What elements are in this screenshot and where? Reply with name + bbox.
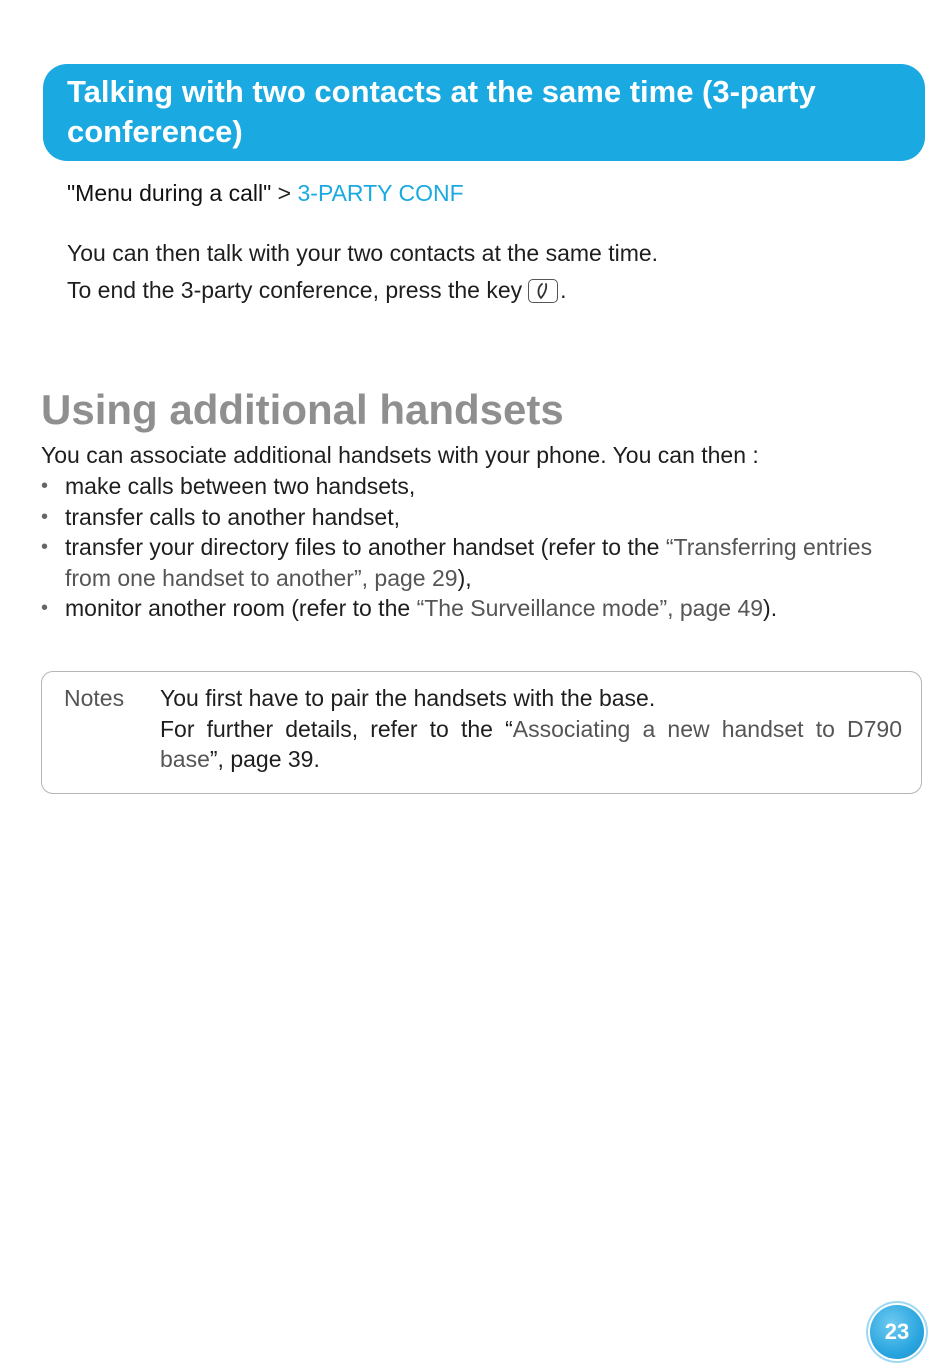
section-title: Using additional handsets xyxy=(41,386,564,433)
surveillance-mode-link[interactable]: “The Surveillance mode”, page 49 xyxy=(416,595,764,621)
list-item-text: transfer your directory files to another handset (refer to the xyxy=(65,534,666,560)
associating-handset-link[interactable]: Associating a new handset to D790 base xyxy=(160,715,902,772)
list-item-text: transfer calls to another handset, xyxy=(65,503,400,530)
notes-label: Notes xyxy=(64,685,125,711)
notes-line-1: You first have to pair the handsets with the base. xyxy=(160,685,656,711)
list-item-text-end: ), xyxy=(457,564,472,591)
list-item xyxy=(41,471,921,502)
list-item xyxy=(41,502,921,533)
menu-path-separator: > xyxy=(271,180,298,206)
list-item-text-end: ). xyxy=(763,595,778,621)
bullet-icon: • xyxy=(41,475,49,497)
list-item-text: monitor another room (refer to the xyxy=(65,595,417,621)
notes-line-2-after: ”, page 39. xyxy=(209,746,320,772)
bullet-icon: • xyxy=(41,597,49,619)
transferring-entries-link[interactable]: “Transferring entries from one handset to another”, page 29 xyxy=(65,534,873,591)
conference-end-text-before: To end the 3-party conference, press the key xyxy=(67,277,523,303)
menu-path-option: 3-PARTY CONF xyxy=(297,180,464,206)
conference-end-text xyxy=(67,275,567,305)
menu-path xyxy=(67,178,464,208)
notes-line-2-before: For further details, refer to the “ xyxy=(160,715,513,742)
notes-line-2 xyxy=(160,714,902,775)
banner-title: Talking with two contacts at the same time (3-party conference) xyxy=(67,74,816,149)
hang-up-key-icon xyxy=(528,279,558,303)
notes-body xyxy=(160,683,902,775)
list-item-text: make calls between two handsets, xyxy=(65,473,416,499)
bullet-icon: • xyxy=(41,505,49,528)
feature-list xyxy=(41,471,921,624)
section-intro: You can associate additional handsets with your phone. You can then : xyxy=(41,442,759,468)
bullet-icon: • xyxy=(41,536,49,558)
conference-end-text-after: . xyxy=(560,277,567,303)
section-banner xyxy=(43,64,925,161)
page-number-badge: 23 xyxy=(870,1305,924,1359)
conference-info-text: You can then talk with your two contacts at the same time. xyxy=(67,240,659,266)
notes-box xyxy=(41,671,922,794)
list-item xyxy=(41,532,921,593)
list-item xyxy=(41,593,921,624)
menu-path-context: "Menu during a call" xyxy=(67,180,272,206)
